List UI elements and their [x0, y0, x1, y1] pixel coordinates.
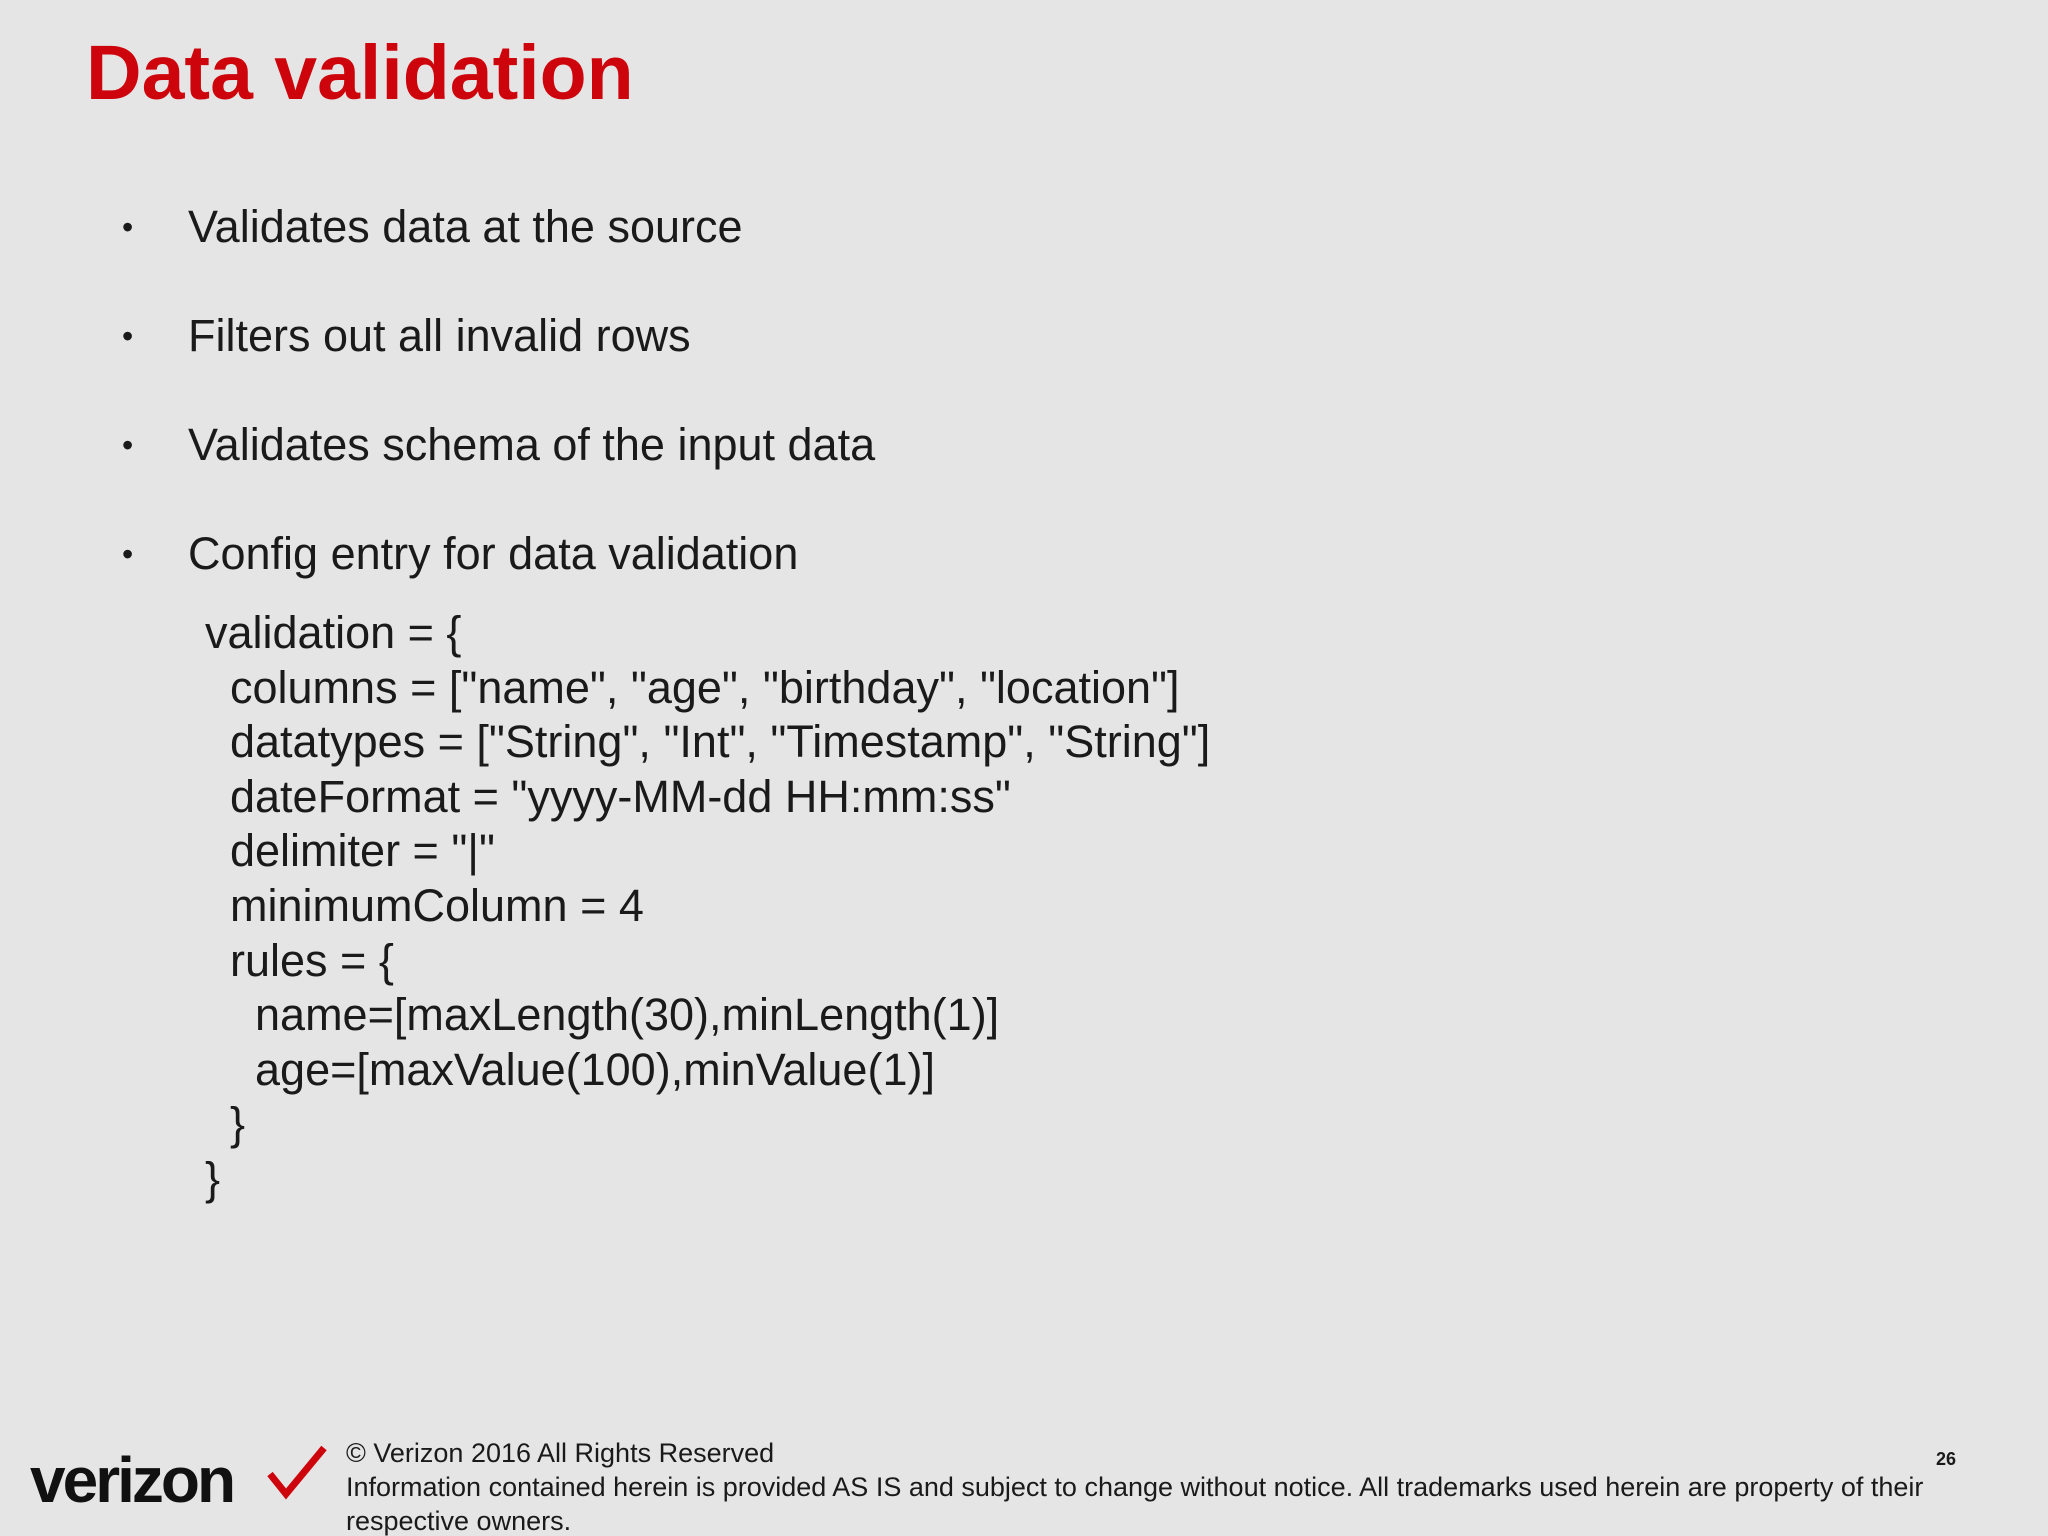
logo-wordmark: verizon [30, 1444, 234, 1516]
bullet-text: Validates schema of the input data [188, 419, 876, 470]
code-line: validation = { [205, 607, 462, 658]
code-line: rules = { [205, 934, 394, 986]
code-line: datatypes = ["String", "Int", "Timestamp", "String"] [205, 716, 1211, 768]
code-line: } [205, 1152, 221, 1204]
code-line: minimumColumn = 4 [205, 879, 644, 931]
bullet-marker: • [122, 536, 134, 572]
bullet-text: Config entry for data validation [188, 528, 799, 579]
code-line: name=[maxLength(30),minLength(1)] [205, 989, 1000, 1041]
code-line: columns = ["name", "age", "birthday", "location"] [205, 661, 1180, 713]
code-line: } [205, 1098, 246, 1150]
copyright-text: © Verizon 2016 All Rights Reserved [346, 1438, 775, 1468]
bullet-marker: • [122, 318, 134, 354]
bullet-text: Filters out all invalid rows [188, 310, 691, 361]
bullet-marker: • [122, 427, 134, 463]
code-line: delimiter = "|" [205, 825, 495, 877]
checkmark-icon [266, 1444, 328, 1500]
bullet-text: Validates data at the source [188, 201, 743, 252]
verizon-logo [30, 1440, 310, 1520]
bullet-marker: • [122, 209, 134, 245]
disclaimer-text: Information contained herein is provided AS IS and subject to change without notice. All trademarks used herein are property of their respective owners. [346, 1472, 1924, 1536]
slide-title: Data validation [86, 30, 634, 116]
code-line: dateFormat = "yyyy-MM-dd HH:mm:ss" [205, 770, 1011, 822]
code-line: age=[maxValue(100),minValue(1)] [205, 1043, 935, 1095]
page-number: 26 [1935, 1449, 1956, 1469]
config-code-block [205, 606, 1210, 1207]
